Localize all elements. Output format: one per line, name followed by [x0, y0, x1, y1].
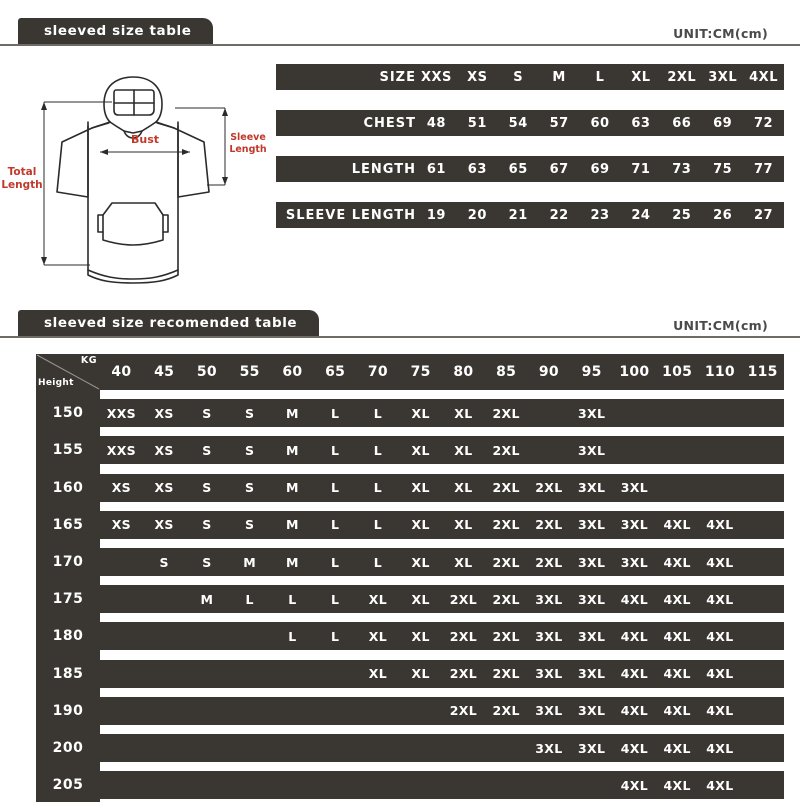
sleeve-length-label-line1: Sleeve — [230, 132, 266, 143]
spec-row — [276, 202, 784, 228]
spec-cell: 67 — [549, 161, 569, 177]
spec-row-label: CHEST — [363, 115, 416, 131]
spec-cell: XS — [467, 69, 488, 85]
weight-header-cell: 80 — [453, 364, 474, 380]
corner-kg-label: KG — [80, 355, 97, 366]
matrix-row — [100, 511, 784, 539]
matrix-cell: M — [286, 517, 299, 533]
matrix-cell: 3XL — [578, 442, 606, 458]
spec-cell: 54 — [508, 115, 528, 131]
section-title-text: sleeved size table — [44, 23, 192, 39]
matrix-row-cells — [100, 511, 784, 539]
matrix-cell: 3XL — [535, 628, 563, 644]
spec-cell: 23 — [590, 207, 610, 223]
sleeve-length-label-line2: Length — [229, 144, 267, 155]
matrix-cell — [741, 474, 784, 502]
spec-row-label: LENGTH — [351, 161, 416, 177]
matrix-cell — [741, 622, 784, 650]
matrix-cell: L — [245, 591, 254, 607]
matrix-cell: XL — [411, 442, 430, 458]
spec-row — [276, 64, 784, 90]
spec-row — [276, 156, 784, 182]
matrix-row — [100, 771, 784, 799]
spec-cell: 4XL — [749, 69, 778, 85]
spec-cell: 25 — [672, 207, 692, 223]
matrix-cell — [186, 771, 229, 799]
spec-row-cells — [416, 64, 784, 90]
matrix-cell: XL — [411, 480, 430, 496]
matrix-cell: 3XL — [620, 517, 648, 533]
spec-cell: 71 — [631, 161, 651, 177]
matrix-cell — [143, 622, 186, 650]
matrix-cell — [442, 771, 485, 799]
matrix-row — [100, 548, 784, 576]
matrix-cell: M — [286, 405, 299, 421]
matrix-cell: 3XL — [620, 480, 648, 496]
spec-cell: 26 — [713, 207, 733, 223]
weight-header-cell: 70 — [367, 364, 388, 380]
matrix-cell: 4XL — [663, 777, 691, 793]
weight-header-cell: 60 — [282, 364, 303, 380]
spec-row — [276, 110, 784, 136]
matrix-cell — [186, 734, 229, 762]
matrix-cell: XL — [454, 405, 473, 421]
garment-diagram-svg — [0, 60, 270, 305]
matrix-cell: 2XL — [449, 666, 477, 682]
matrix-cell — [741, 771, 784, 799]
matrix-row — [100, 585, 784, 613]
matrix-row — [100, 436, 784, 464]
matrix-cell: M — [243, 554, 256, 570]
matrix-cell — [741, 436, 784, 464]
matrix-cell — [228, 660, 271, 688]
matrix-cell: 3XL — [578, 591, 606, 607]
matrix-cell: XL — [454, 517, 473, 533]
spec-cell: 27 — [754, 207, 774, 223]
weight-header-cell: 65 — [325, 364, 346, 380]
spec-cell: 51 — [467, 115, 487, 131]
matrix-cell: XL — [368, 628, 387, 644]
matrix-cell: 3XL — [578, 628, 606, 644]
matrix-cell: XL — [411, 666, 430, 682]
height-label: 165 — [52, 516, 84, 533]
matrix-cell: 4XL — [706, 517, 734, 533]
spec-cell: 19 — [426, 207, 446, 223]
matrix-cell: XL — [454, 480, 473, 496]
spec-cell: 73 — [672, 161, 692, 177]
matrix-cell: L — [373, 442, 382, 458]
matrix-cell — [741, 585, 784, 613]
matrix-cell: XL — [368, 666, 387, 682]
matrix-cell: 3XL — [578, 554, 606, 570]
section-title-tab — [18, 310, 319, 336]
matrix-row-cells — [100, 622, 784, 650]
spec-cell: 20 — [467, 207, 487, 223]
spec-cell: 21 — [508, 207, 528, 223]
spec-cell: 24 — [631, 207, 651, 223]
matrix-cell: 2XL — [449, 628, 477, 644]
matrix-cell: XL — [411, 554, 430, 570]
matrix-cell: 4XL — [706, 777, 734, 793]
matrix-cell: S — [244, 480, 255, 496]
matrix-cell: 2XL — [535, 554, 563, 570]
matrix-cell: 4XL — [706, 666, 734, 682]
matrix-cell: S — [159, 554, 169, 570]
spec-cell: 69 — [713, 115, 733, 131]
spec-cell: 63 — [631, 115, 651, 131]
matrix-cell: 4XL — [663, 517, 691, 533]
matrix-cell — [100, 660, 143, 688]
spec-cell: 75 — [713, 161, 733, 177]
matrix-cell — [399, 697, 442, 725]
matrix-cell — [100, 697, 143, 725]
matrix-cell: M — [200, 591, 214, 607]
sleeve-length-dimension — [175, 108, 228, 185]
matrix-cell: 3XL — [535, 740, 563, 756]
matrix-cell: XS — [111, 480, 131, 496]
matrix-cell: 4XL — [620, 666, 648, 682]
matrix-cell — [399, 734, 442, 762]
matrix-cell: L — [373, 405, 382, 421]
section-header-size-table — [0, 18, 800, 50]
matrix-cell: XL — [411, 591, 430, 607]
matrix-cell: S — [244, 405, 255, 421]
spec-cell: 48 — [426, 115, 446, 131]
matrix-cell — [357, 697, 400, 725]
spec-row-cells — [416, 110, 784, 136]
bust-dimension — [100, 149, 190, 155]
matrix-cell: 3XL — [578, 517, 606, 533]
garment-diagram — [0, 60, 270, 305]
size-recommendation-matrix — [36, 354, 784, 802]
matrix-cell — [485, 734, 528, 762]
spec-cell: 3XL — [708, 69, 738, 85]
weight-header-cell: 45 — [154, 364, 175, 380]
matrix-row-cells — [100, 585, 784, 613]
matrix-cell: L — [373, 480, 382, 496]
matrix-cell: S — [202, 517, 212, 533]
spec-cell: S — [513, 69, 524, 85]
matrix-cell: 2XL — [492, 628, 520, 644]
matrix-cell: XXS — [106, 405, 136, 421]
height-label: 185 — [52, 665, 84, 682]
matrix-cell — [228, 771, 271, 799]
matrix-cell — [485, 771, 528, 799]
matrix-cell: XS — [154, 405, 174, 421]
matrix-cell: 4XL — [706, 591, 734, 607]
matrix-cell — [186, 660, 229, 688]
matrix-cell — [741, 548, 784, 576]
spec-cell: 65 — [508, 161, 528, 177]
matrix-cell: 3XL — [535, 703, 563, 719]
matrix-cell — [100, 622, 143, 650]
matrix-cell: L — [373, 554, 382, 570]
matrix-cell: XL — [411, 517, 430, 533]
spec-cell: M — [552, 69, 566, 85]
matrix-cell: S — [202, 442, 212, 458]
matrix-cell — [699, 474, 742, 502]
matrix-cell — [528, 399, 571, 427]
matrix-cell: 4XL — [663, 591, 691, 607]
spec-row-cells — [416, 156, 784, 182]
matrix-cell: L — [330, 591, 340, 607]
matrix-cell: XL — [454, 554, 473, 570]
spec-cell: 22 — [549, 207, 569, 223]
weight-header-cell: 75 — [410, 364, 431, 380]
matrix-cell: M — [286, 480, 299, 496]
total-length-dimension — [41, 102, 112, 265]
matrix-cell — [741, 697, 784, 725]
matrix-cell: 4XL — [663, 666, 691, 682]
matrix-cell — [100, 585, 143, 613]
matrix-cell: S — [202, 405, 212, 421]
matrix-cell — [271, 660, 314, 688]
matrix-cell: 4XL — [663, 554, 691, 570]
matrix-cell — [143, 697, 186, 725]
weight-header-cell: 95 — [581, 364, 602, 380]
matrix-cell: S — [244, 517, 255, 533]
matrix-cell — [228, 622, 271, 650]
matrix-cell — [271, 697, 314, 725]
height-label: 190 — [52, 702, 84, 719]
spec-row-label: SLEEVE LENGTH — [285, 207, 416, 223]
matrix-cell: 3XL — [535, 591, 563, 607]
matrix-cell: L — [330, 480, 340, 496]
matrix-cell: 2XL — [492, 405, 520, 421]
matrix-cell: 4XL — [706, 740, 734, 756]
matrix-cell — [228, 734, 271, 762]
matrix-cell: 3XL — [578, 740, 606, 756]
spec-cell: 69 — [590, 161, 610, 177]
section-title-tab — [18, 18, 213, 44]
matrix-cell — [656, 474, 699, 502]
matrix-row — [100, 660, 784, 688]
spec-cell: XL — [631, 69, 651, 85]
size-spec-table — [276, 64, 784, 248]
weight-header-cell: 55 — [239, 364, 260, 380]
matrix-cell: 2XL — [492, 591, 520, 607]
matrix-cell — [528, 771, 571, 799]
unit-label: UNIT:CM(cm) — [673, 26, 768, 41]
matrix-row-cells — [100, 548, 784, 576]
matrix-cell — [143, 734, 186, 762]
spec-cell: 66 — [672, 115, 692, 131]
bust-label: Bust — [130, 133, 160, 146]
matrix-cell: 2XL — [492, 517, 520, 533]
matrix-cell: 4XL — [706, 554, 734, 570]
matrix-cell — [357, 771, 400, 799]
matrix-row-cells — [100, 697, 784, 725]
matrix-cell — [528, 436, 571, 464]
section-header-reco-table — [0, 310, 800, 342]
matrix-cell — [741, 660, 784, 688]
spec-cell: 72 — [754, 115, 774, 131]
matrix-cell — [570, 771, 613, 799]
matrix-cell: XS — [154, 480, 174, 496]
matrix-cell — [100, 771, 143, 799]
matrix-cell: 4XL — [620, 740, 648, 756]
matrix-cell: 3XL — [578, 703, 606, 719]
matrix-cell — [442, 734, 485, 762]
matrix-cell — [100, 548, 143, 576]
matrix-cell: 2XL — [492, 703, 520, 719]
matrix-cell: XS — [111, 517, 131, 533]
spec-row-label: SIZE — [379, 69, 416, 85]
height-label: 205 — [52, 777, 84, 794]
matrix-cell: 2XL — [492, 554, 520, 570]
matrix-cell: M — [286, 554, 299, 570]
matrix-cell: 3XL — [535, 666, 563, 682]
spec-row-cells — [416, 202, 784, 228]
matrix-row-cells — [100, 399, 784, 427]
matrix-cell: 2XL — [449, 703, 477, 719]
matrix-cell: XXS — [106, 442, 136, 458]
matrix-cell — [399, 771, 442, 799]
spec-cell: XXS — [420, 69, 452, 85]
unit-label: UNIT:CM(cm) — [673, 318, 768, 333]
weight-header-row — [100, 354, 784, 390]
matrix-cell: L — [288, 591, 297, 607]
matrix-row — [100, 734, 784, 762]
matrix-cell — [699, 399, 742, 427]
matrix-cell: L — [373, 517, 382, 533]
matrix-cell: 2XL — [535, 517, 563, 533]
spec-cell: 60 — [590, 115, 610, 131]
matrix-cell: 3XL — [578, 666, 606, 682]
matrix-cell: XL — [368, 591, 387, 607]
matrix-cell: 3XL — [578, 480, 606, 496]
matrix-cell: 2XL — [492, 442, 520, 458]
matrix-cell — [100, 734, 143, 762]
section-title-text: sleeved size recomended table — [44, 315, 298, 331]
matrix-cell: 4XL — [620, 703, 648, 719]
matrix-cell: XS — [154, 442, 174, 458]
weight-header-cell: 115 — [747, 364, 778, 380]
header-rule — [0, 44, 800, 46]
matrix-cell — [656, 399, 699, 427]
height-label: 150 — [52, 405, 84, 422]
spec-cell: 63 — [467, 161, 487, 177]
matrix-cell — [314, 697, 357, 725]
matrix-cell: 2XL — [492, 480, 520, 496]
matrix-row-cells — [100, 734, 784, 762]
matrix-cell — [271, 734, 314, 762]
matrix-row-cells — [100, 771, 784, 799]
weight-header-cell: 105 — [662, 364, 693, 380]
height-label: 155 — [52, 442, 84, 459]
spec-cell: 77 — [754, 161, 774, 177]
matrix-cell: 2XL — [449, 591, 477, 607]
total-length-label-line1: Total — [7, 166, 37, 178]
matrix-row-cells — [100, 660, 784, 688]
matrix-cell: L — [330, 517, 340, 533]
matrix-cell — [741, 511, 784, 539]
matrix-cell: XS — [154, 517, 174, 533]
matrix-cell — [314, 771, 357, 799]
matrix-row — [100, 697, 784, 725]
height-label: 200 — [52, 740, 84, 756]
matrix-cell — [143, 585, 186, 613]
matrix-cell: 4XL — [620, 777, 648, 793]
matrix-cell: XL — [454, 442, 473, 458]
matrix-cell — [314, 660, 357, 688]
matrix-corner-cell — [36, 354, 100, 390]
matrix-cell: XL — [411, 405, 430, 421]
weight-header-cell: 50 — [196, 364, 217, 380]
weight-header-cell: 40 — [111, 364, 132, 380]
matrix-cell — [143, 771, 186, 799]
matrix-cell: 2XL — [492, 666, 520, 682]
matrix-cell — [271, 771, 314, 799]
matrix-cell — [314, 734, 357, 762]
matrix-cell: S — [202, 554, 212, 570]
matrix-cell — [143, 660, 186, 688]
weight-header-cell: 85 — [496, 364, 517, 380]
matrix-cell — [613, 399, 656, 427]
weight-header-cell: 100 — [619, 364, 650, 380]
matrix-cell: 4XL — [706, 628, 734, 644]
matrix-cell — [186, 622, 229, 650]
matrix-cell: 4XL — [620, 591, 648, 607]
spec-cell: 2XL — [667, 69, 697, 85]
weight-header-cell: 90 — [538, 364, 559, 380]
height-label: 175 — [52, 591, 84, 608]
matrix-cell: 3XL — [620, 554, 648, 570]
matrix-row — [100, 622, 784, 650]
height-label: 170 — [52, 554, 84, 570]
matrix-row — [100, 474, 784, 502]
matrix-cell: 4XL — [663, 703, 691, 719]
matrix-cell: S — [244, 442, 255, 458]
matrix-cell: L — [330, 628, 340, 644]
matrix-cell — [357, 734, 400, 762]
matrix-cell: L — [330, 442, 340, 458]
matrix-cell: M — [286, 442, 299, 458]
matrix-cell: XL — [411, 628, 430, 644]
matrix-cell: L — [330, 405, 340, 421]
weight-header-cell: 110 — [704, 364, 735, 380]
matrix-cell: 4XL — [620, 628, 648, 644]
matrix-row-cells — [100, 474, 784, 502]
matrix-cell — [656, 436, 699, 464]
corner-height-label: Height — [38, 378, 74, 388]
spec-cell: L — [595, 69, 605, 85]
matrix-row — [100, 399, 784, 427]
header-rule — [0, 336, 800, 338]
matrix-cell — [741, 734, 784, 762]
matrix-cell: S — [202, 480, 212, 496]
matrix-cell — [228, 697, 271, 725]
matrix-cell: 4XL — [706, 703, 734, 719]
matrix-cell: 3XL — [578, 405, 606, 421]
total-length-label-line2: Length — [1, 179, 43, 191]
matrix-cell: 2XL — [535, 480, 563, 496]
matrix-cell — [699, 436, 742, 464]
matrix-cell: 4XL — [663, 740, 691, 756]
matrix-cell: 4XL — [663, 628, 691, 644]
height-label: 180 — [52, 628, 84, 645]
matrix-cell: L — [330, 554, 340, 570]
matrix-row-cells — [100, 436, 784, 464]
matrix-cell — [741, 399, 784, 427]
matrix-cell — [186, 697, 229, 725]
matrix-cell: L — [288, 628, 297, 644]
height-label: 160 — [52, 479, 84, 496]
matrix-cell — [613, 436, 656, 464]
spec-cell: 57 — [549, 115, 569, 131]
spec-cell: 61 — [426, 161, 446, 177]
